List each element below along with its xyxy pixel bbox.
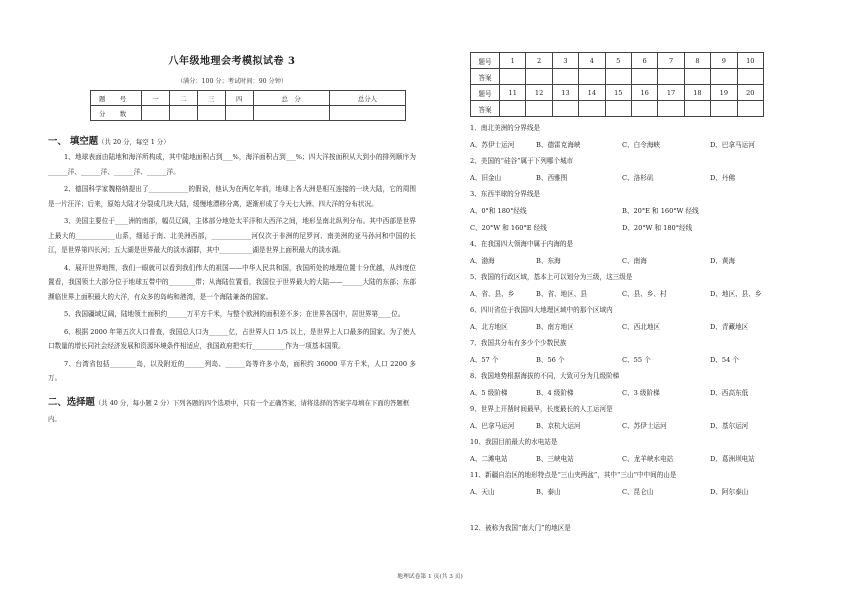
fill-blank-question: 1、地球表面由陆地和海洋所构成，其中陆地面积占到___%，海洋面积占到___%；四大洋按面积从大到小的排列顺序为______洋、______洋、______洋、______洋。 xyxy=(48,153,416,176)
choice-option[interactable]: A、0°和 180°经线 xyxy=(470,207,527,215)
choice-question-stem: 4、在我国四大领海中属于内海的是 xyxy=(470,240,574,248)
score-table-header-row xyxy=(91,91,406,106)
score-cell: 总分人 xyxy=(329,91,405,106)
fill-blank-question: 6、根据 2000 年第五次人口普查，我国总人口为______亿，占世界人口 1/5 以上，是世界上人口最多的国家。为了使人口数量的增长同社会经济发展和资源环境条件相适应，我国政府把实行__________作为一项基本国策。 xyxy=(48,327,416,350)
answer-box[interactable] xyxy=(737,101,763,117)
choice-options-row xyxy=(470,355,822,365)
answer-box[interactable] xyxy=(631,69,657,85)
choice-question-stem: 8、我国地势根据海拔的不同，大致可分为几级阶梯 xyxy=(470,372,620,380)
answer-blank-row xyxy=(471,69,764,85)
answer-number: 4 xyxy=(579,53,605,69)
choice-option[interactable]: C、白令海峡 xyxy=(622,141,661,149)
answer-box[interactable] xyxy=(526,69,552,85)
score-blank-cell[interactable] xyxy=(225,106,253,121)
choice-option[interactable]: A、57 个 xyxy=(470,356,499,364)
choice-question-stem: 3、东西半球的分界线是 xyxy=(470,190,541,198)
section-2-note: （共 40 分，每小题 2 分）下列各题的四个选项中，只有一个正确答案，请将选择的答案字母填在下面的答题框内。 xyxy=(48,398,410,423)
score-cell: 四 xyxy=(225,91,253,106)
score-cell: 二 xyxy=(169,91,197,106)
answer-box[interactable] xyxy=(711,101,737,117)
answer-number: 1 xyxy=(500,53,526,69)
choice-option[interactable]: B、东海 xyxy=(536,257,561,265)
fill-blank-question: 5、我国疆域辽阔，陆地领土面积约______万平方千米，与整个欧洲的面积差不多；在世界各国中，居世界第____位。 xyxy=(64,310,405,318)
choice-options-row xyxy=(470,322,822,332)
score-cell: 分 数 xyxy=(91,106,142,121)
choice-option[interactable]: C、洛杉矶 xyxy=(622,174,654,182)
answer-number: 20 xyxy=(737,85,763,101)
score-table-value-row xyxy=(91,106,406,121)
choice-option[interactable]: D、阿尔泰山 xyxy=(710,488,749,496)
choice-options-row xyxy=(470,140,822,150)
choice-question-stem: 12、被称为我国“南大门”的地区是 xyxy=(470,524,571,532)
score-blank-cell[interactable] xyxy=(142,106,170,121)
answer-box[interactable] xyxy=(605,101,631,117)
answer-box[interactable] xyxy=(684,69,710,85)
score-blank-cell[interactable] xyxy=(169,106,197,121)
answer-box[interactable] xyxy=(500,69,526,85)
fill-blank-question: 4、展开世界地图，我们一眼就可以看到我们伟大的祖国——中华人民共和国，我国所处的地理位置十分优越，从纬度位置看，我国领土大部分位于地球五带中的________带；从海陆位置看，我国位于世界最大的大陆——______大陆的东部；东部濒临世界上面积最大的大洋，有众多的岛屿和港湾，是一个海陆兼备的国家。 xyxy=(48,263,416,301)
choice-option[interactable]: C、龙羊峡水电站 xyxy=(622,455,674,463)
score-blank-cell[interactable] xyxy=(329,106,405,121)
choice-options-row xyxy=(470,256,822,266)
choice-option[interactable]: A、天山 xyxy=(470,488,495,496)
answer-box[interactable] xyxy=(631,101,657,117)
choice-option[interactable]: D、青藏地区 xyxy=(710,323,749,331)
choice-option[interactable]: C、县、乡、村 xyxy=(622,290,667,298)
choice-option[interactable]: A、苏伊士运河 xyxy=(470,141,515,149)
answer-box[interactable] xyxy=(711,69,737,85)
choice-option[interactable]: D、地区、县、乡 xyxy=(710,290,762,298)
answer-label: 答案 xyxy=(471,69,500,85)
answer-label: 题号 xyxy=(471,53,500,69)
answer-box[interactable] xyxy=(658,101,684,117)
choice-option[interactable]: B、56 个 xyxy=(536,356,565,364)
section-1-title: 一、 填空题 xyxy=(48,136,99,147)
score-cell: 总 分 xyxy=(253,91,329,106)
choice-options-row xyxy=(470,487,822,497)
choice-option[interactable]: B、西雅图 xyxy=(536,174,568,182)
answer-box[interactable] xyxy=(579,69,605,85)
answer-label: 答案 xyxy=(471,101,500,117)
answer-box[interactable] xyxy=(684,101,710,117)
choice-question-stem: 9、世界上开凿时间最早，长度最长的人工运河是 xyxy=(470,405,613,413)
choice-option[interactable]: D、54 个 xyxy=(710,356,739,364)
answer-number: 2 xyxy=(526,53,552,69)
choice-options-row xyxy=(470,421,822,431)
score-cell: 一 xyxy=(142,91,170,106)
answer-number: 13 xyxy=(552,85,578,101)
section-2-title: 二、选择题 xyxy=(48,396,95,408)
choice-option[interactable]: B、4 级阶梯 xyxy=(536,389,574,397)
choice-option[interactable]: D、西高东低 xyxy=(710,389,749,397)
section-1-note: （共 20 分，每空 1 分） xyxy=(98,138,170,146)
choice-options-row xyxy=(470,206,822,216)
choice-option[interactable]: C、3 级阶梯 xyxy=(622,389,660,397)
answer-box[interactable] xyxy=(526,101,552,117)
answer-blank-row xyxy=(471,101,764,117)
choice-question-stem: 10、我国目前最大的水电站是 xyxy=(470,438,558,446)
choice-option[interactable]: B、泰山 xyxy=(536,488,561,496)
page-footer: 地理试卷第 1 页(共 3 页) xyxy=(397,574,463,580)
choice-question-stem: 6、四川省位于我国四大地理区域中的那个区域内 xyxy=(470,306,613,314)
left-column xyxy=(48,52,416,427)
choice-option[interactable]: D、巴拿马运河 xyxy=(710,141,755,149)
answer-box[interactable] xyxy=(500,101,526,117)
answer-number: 15 xyxy=(605,85,631,101)
choice-option[interactable]: D、丹佛 xyxy=(710,174,736,182)
fill-blank-question: 2、德国科学家魏格纳提出了____________的假说，他认为在两亿年前，地球上各大洲是相互连接的一块大陆，它的周围是一片汪洋；后来，原始大陆才分裂成几块大陆，缓慢地漂移分离，逐渐形成了今天七大洲、四大洋的分布状况。 xyxy=(48,185,416,208)
answer-number: 16 xyxy=(631,85,657,101)
choice-question-stem: 2、美国的“硅谷”属于下列哪个城市 xyxy=(470,157,574,165)
score-blank-cell[interactable] xyxy=(197,106,225,121)
choice-option[interactable]: A、巴拿马运河 xyxy=(470,422,515,430)
answer-box[interactable] xyxy=(579,101,605,117)
answer-number: 5 xyxy=(605,53,631,69)
answer-number: 3 xyxy=(552,53,578,69)
choice-option[interactable]: C、20°W 和 160°E 经线 xyxy=(470,224,547,232)
answer-box[interactable] xyxy=(552,101,578,117)
choice-option[interactable]: A、旧金山 xyxy=(470,174,502,182)
choice-options-row xyxy=(470,388,822,398)
choice-question-stem: 1、南北美洲的分界线是 xyxy=(470,124,541,132)
section-1-heading xyxy=(48,133,416,147)
answer-number: 19 xyxy=(711,85,737,101)
choice-option[interactable]: D、20°W 和 180°经线 xyxy=(622,224,693,232)
answer-label: 题号 xyxy=(471,85,500,101)
answer-box[interactable] xyxy=(605,69,631,85)
answer-number: 17 xyxy=(658,85,684,101)
choice-options-row xyxy=(470,223,822,233)
answer-number: 12 xyxy=(526,85,552,101)
fill-blank-question: 3、美国主要位于____洲的南部，幅员辽阔，主体部分地处太平洋和大西洋之间，地形呈南北纵列分布。其中西部是世界上最大的____________山系，细延于南、北美洲西部，____________河仅次于非洲的尼罗河、南美洲的亚马孙河和中国的长江，是世界第四长河；五大湖是世界最大的淡水湖群，其中__________湖是世界上面积最大的淡水湖。 xyxy=(48,217,416,254)
score-table xyxy=(90,90,406,121)
choice-option[interactable]: B、省、地区、县 xyxy=(536,290,588,298)
choice-option[interactable]: C、55 个 xyxy=(622,356,651,364)
choice-option[interactable]: B、京杭大运河 xyxy=(536,422,581,430)
choice-option[interactable]: B、三峡电站 xyxy=(536,455,574,463)
answer-number: 7 xyxy=(658,53,684,69)
choice-option[interactable]: C、昆仑山 xyxy=(622,488,654,496)
exam-title: 八年级地理会考模拟试卷 3 xyxy=(168,56,296,67)
exam-subtitle: （满分：100 分；考试时间：90 分钟） xyxy=(176,78,288,85)
answer-number: 6 xyxy=(631,53,657,69)
choice-options-row xyxy=(470,454,822,464)
choice-option[interactable]: A、省、县、乡 xyxy=(470,290,515,298)
choice-questions xyxy=(470,123,822,533)
choice-option[interactable]: A、5 级阶梯 xyxy=(470,389,508,397)
choice-options-row xyxy=(470,289,822,299)
answer-number: 14 xyxy=(579,85,605,101)
fill-blank-question: 7、台湾省包括________岛，以及附近的______列岛、______岛等许多小岛，面积约 36000 平方千米，人口 2200 多万。 xyxy=(48,359,416,382)
score-cell: 三 xyxy=(197,91,225,106)
choice-option[interactable]: C、南海 xyxy=(622,257,647,265)
choice-question-stem: 5、我国的行政区域，基本上可以划分为三级，这三级是 xyxy=(470,273,633,281)
choice-option[interactable]: D、黄海 xyxy=(710,257,736,265)
answer-number-row xyxy=(471,85,764,101)
answer-table xyxy=(470,52,764,117)
choice-option[interactable]: A、二滩电站 xyxy=(470,455,508,463)
choice-option[interactable]: B、20°E 和 160°W 经线 xyxy=(622,207,699,215)
answer-number-row xyxy=(471,53,764,69)
choice-option[interactable]: A、北方地区 xyxy=(470,323,508,331)
choice-option[interactable]: A、渤海 xyxy=(470,257,495,265)
answer-box[interactable] xyxy=(737,69,763,85)
choice-question-stem: 11、新疆自治区的地形特点是“三山夹两盆”，其中“三山”中中间的山是 xyxy=(470,471,677,479)
answer-number: 10 xyxy=(737,53,763,69)
choice-option[interactable]: B、南方地区 xyxy=(536,323,574,331)
choice-option[interactable]: C、西北地区 xyxy=(622,323,661,331)
choice-question-stem: 7、我国共分布有多少个少数民族 xyxy=(470,339,567,347)
choice-option[interactable]: D、葛洲坝电站 xyxy=(710,455,755,463)
answer-number: 8 xyxy=(684,53,710,69)
answer-number: 18 xyxy=(684,85,710,101)
choice-option[interactable]: D、基尔运河 xyxy=(710,422,749,430)
choice-option[interactable]: B、德雷克海峡 xyxy=(536,141,581,149)
answer-number: 9 xyxy=(711,53,737,69)
section-2-heading xyxy=(48,395,416,427)
score-cell: 题 号 xyxy=(91,91,142,106)
choice-options-row xyxy=(470,173,822,183)
answer-number: 11 xyxy=(500,85,526,101)
answer-box[interactable] xyxy=(552,69,578,85)
answer-box[interactable] xyxy=(658,69,684,85)
right-column xyxy=(470,52,822,533)
score-blank-cell[interactable] xyxy=(253,106,329,121)
choice-option[interactable]: C、苏伊士运河 xyxy=(622,422,667,430)
